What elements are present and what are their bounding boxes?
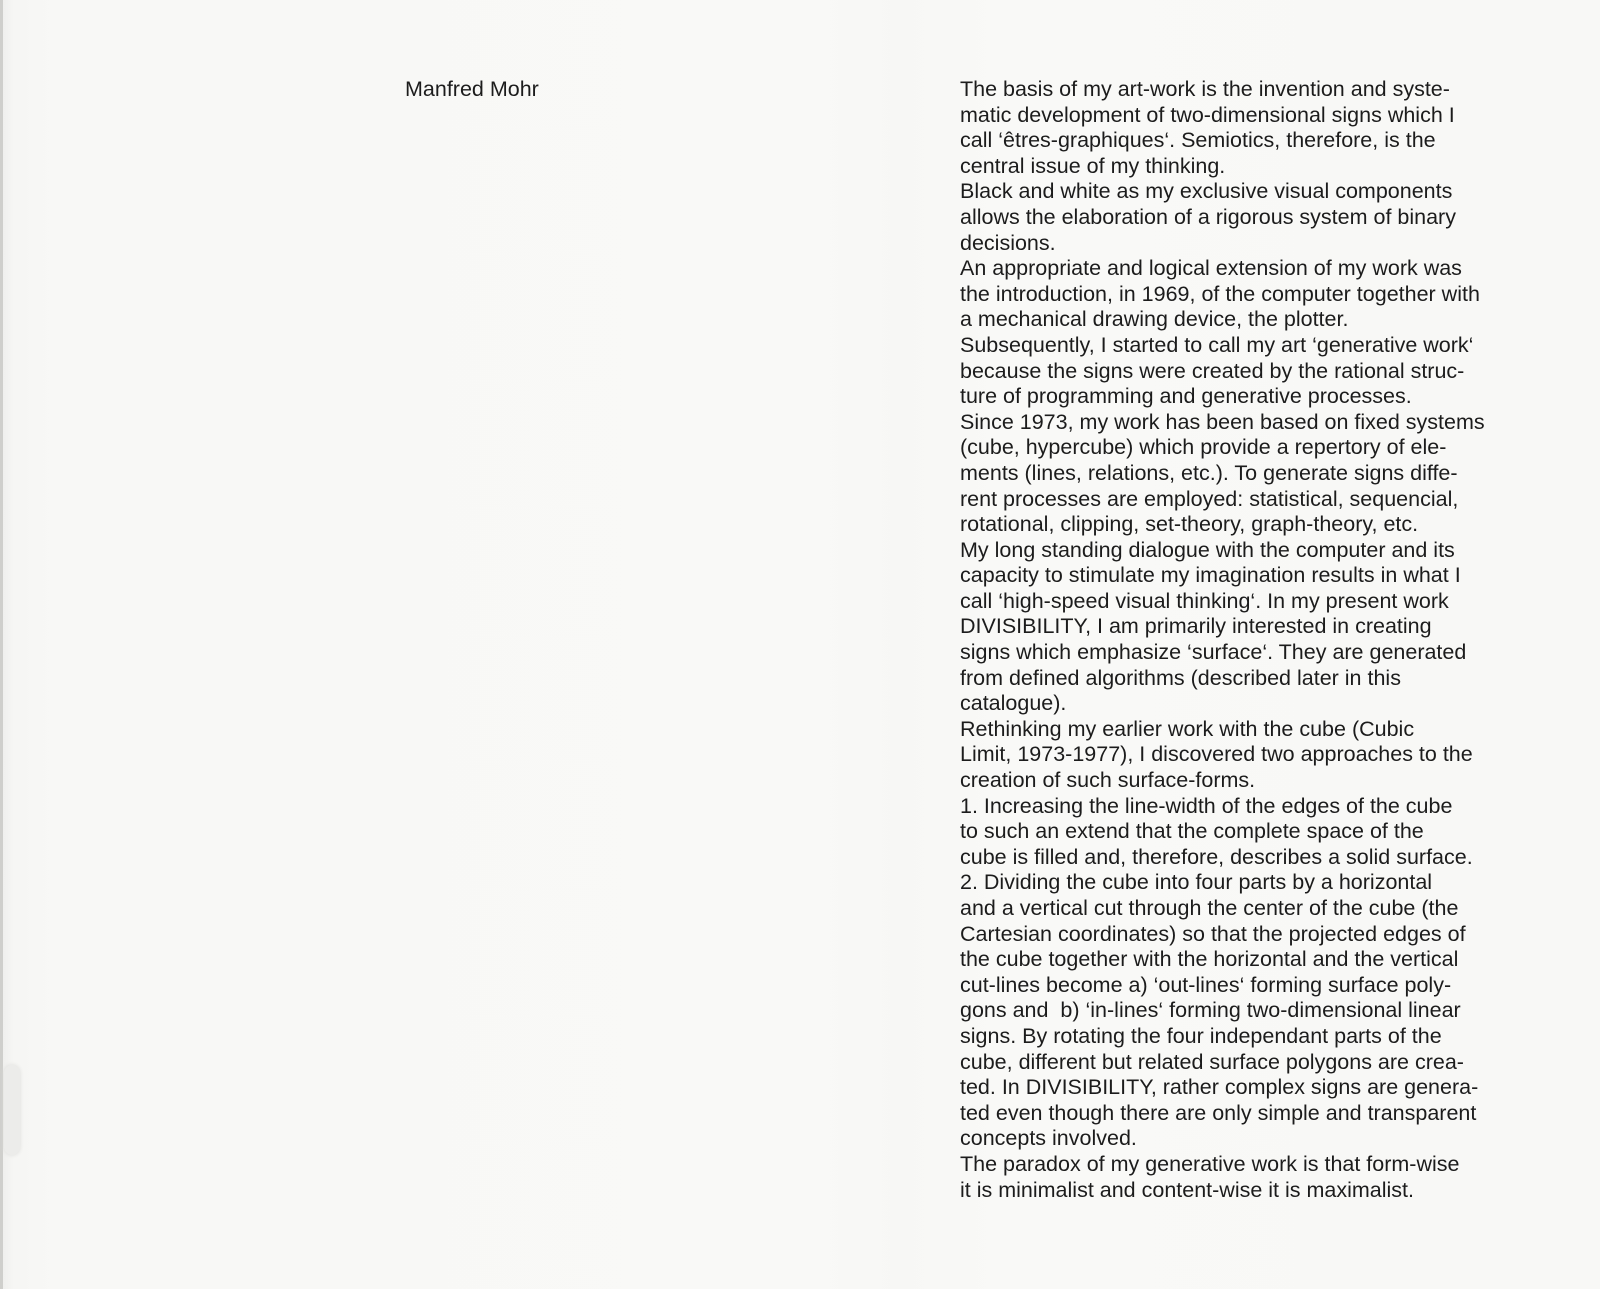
text-line: signs which emphasize ‘surface‘. They are generated [960,640,1467,665]
text-line: ted. In DIVISIBILITY, rather complex signs are genera- [960,1075,1479,1100]
text-line: cut-lines become a) ‘out-lines‘ forming surface poly- [960,972,1452,997]
text-line: because the signs were created by the rational struc- [960,358,1465,383]
text-line: a mechanical drawing device, the plotter. [960,307,1349,332]
text-line: the introduction, in 1969, of the computer together with [960,281,1480,306]
essay-text [960,77,1530,1203]
author-name: Manfred Mohr [405,77,539,101]
text-line: call ‘high-speed visual thinking‘. In my present work [960,588,1449,613]
text-line: Subsequently, I started to call my art ‘generative work‘ [960,332,1474,357]
text-line: concepts involved. [960,1126,1137,1151]
text-line: and a vertical cut through the center of the cube (the [960,896,1459,920]
text-line: decisions. [960,230,1056,255]
text-line: ture of programming and generative processes. [960,384,1412,409]
text-line: (cube, hypercube) which provide a repertory of ele- [960,435,1447,460]
text-line: matic development of two-dimensional signs which I [960,102,1455,127]
text-line: the cube together with the horizontal and the vertical [960,947,1459,972]
text-line: Black and white as my exclusive visual components [960,179,1453,204]
text-line: 1. Increasing the line-width of the edges of the cube [960,793,1453,818]
text-line: to such an extend that the complete space of the [960,819,1424,844]
text-line: capacity to stimulate my imagination results in what I [960,563,1461,588]
text-line: ted even though there are only simple and transparent [960,1100,1477,1125]
page-edge [0,0,3,1289]
text-line: Cartesian coordinates) so that the projected edges of [960,921,1466,946]
text-line: Limit, 1973-1977), I discovered two approaches to the [960,742,1473,767]
text-line: An appropriate and logical extension of my work was [960,256,1462,281]
text-line: ments (lines, relations, etc.). To generate signs diffe- [960,460,1458,485]
text-line: it is minimalist and content-wise it is maximalist. [960,1177,1415,1202]
text-line: 2. Dividing the cube into four parts by a horizontal [960,870,1433,895]
text-line: Rethinking my earlier work with the cube (Cubic [960,716,1415,741]
text-line: The paradox of my generative work is that form-wise [960,1151,1460,1176]
text-line: My long standing dialogue with the computer and its [960,537,1455,562]
text-line: from defined algorithms (described later in this [960,665,1401,690]
text-line: gons and b) ‘in-lines‘ forming two-dimensional linear [960,998,1461,1023]
text-line: creation of such surface-forms. [960,768,1256,793]
text-line: catalogue). [960,691,1067,716]
text-line: rotational, clipping, set-theory, graph-theory, etc. [960,512,1419,537]
text-line: Since 1973, my work has been based on fixed systems [960,409,1485,434]
text-line: rent processes are employed: statistical, sequencial, [960,486,1459,511]
text-line: central issue of my thinking. [960,153,1226,178]
binding-mark [4,1065,20,1155]
text-line: allows the elaboration of a rigorous system of binary [960,204,1456,229]
text-line: signs. By rotating the four independant parts of the [960,1023,1442,1048]
text-line: cube, different but related surface polygons are crea- [960,1049,1464,1074]
text-line: cube is filled and, therefore, describes a solid surface. [960,844,1473,869]
text-line: The basis of my art-work is the invention and syste- [960,77,1450,101]
text-line: DIVISIBILITY, I am primarily interested in creating [960,614,1432,639]
text-line: call ‘êtres-graphiques‘. Semiotics, therefore, is the [960,128,1436,153]
